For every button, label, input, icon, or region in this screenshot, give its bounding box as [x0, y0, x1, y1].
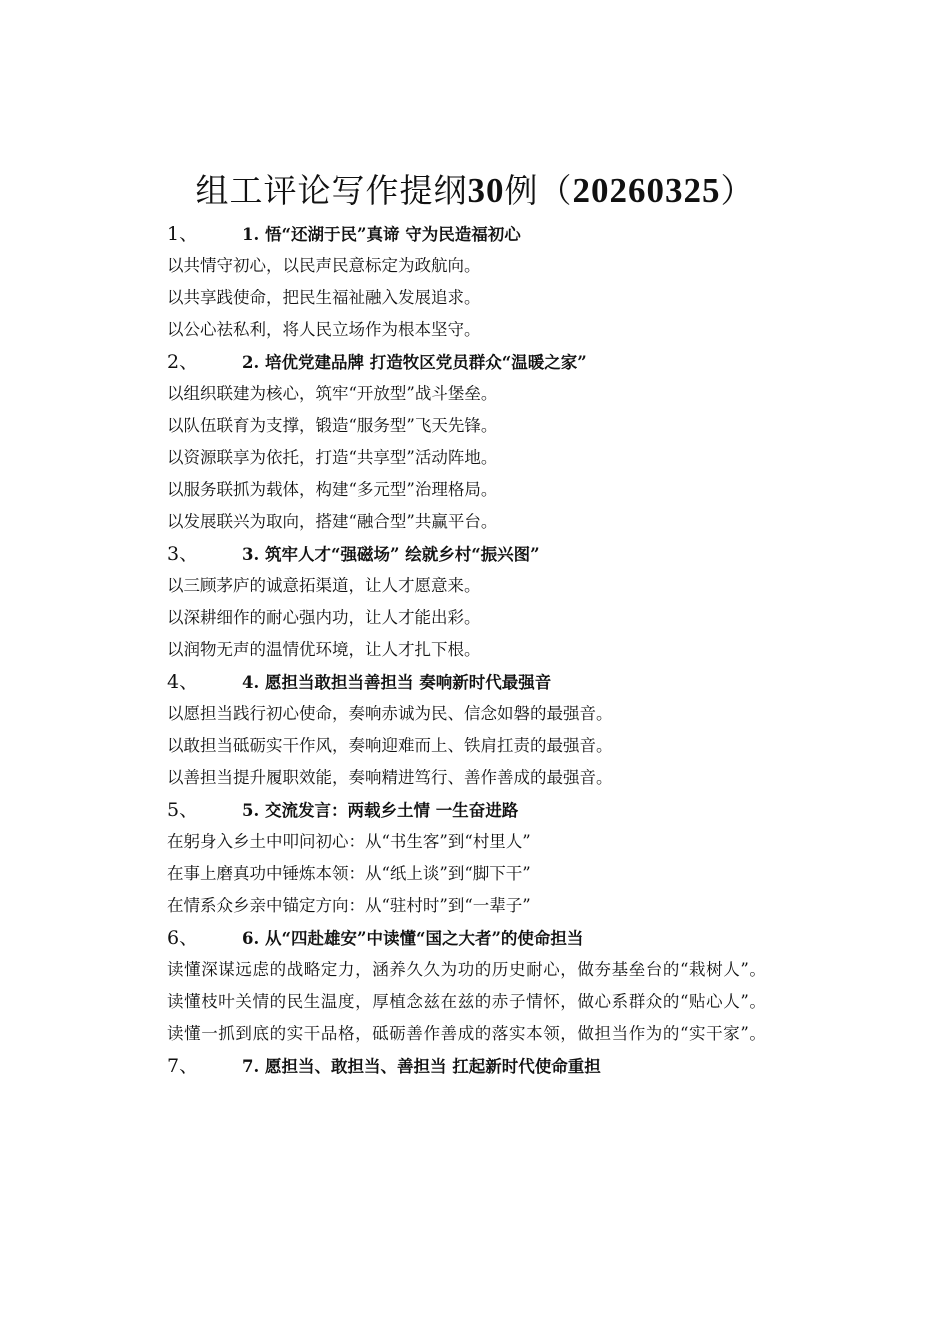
- outline-line: 在事上磨真功中锤炼本领：从“纸上谈”到“脚下干”: [167, 864, 531, 883]
- outline-line: 以三顾茅庐的诚意拓渠道，让人才愿意来。: [167, 576, 481, 595]
- outline-paragraph: 读懂一抓到底的实干品格，砥砺善作善成的落实本领，做担当作为的“实干家”。: [167, 1024, 767, 1043]
- outline-content: [127, 218, 832, 1082]
- outline-line: 以愿担当践行初心使命，奏响赤诚为民、信念如磐的最强音。: [167, 704, 613, 723]
- outline-line: 以善担当提升履职效能，奏响精进笃行、善作善成的最强音。: [167, 768, 613, 787]
- section-heading: [127, 346, 832, 378]
- outline-line: 以队伍联育为支撑，锻造“服务型”飞天先锋。: [167, 416, 498, 435]
- section-heading: [127, 666, 832, 698]
- section-heading-text: 6. 从“四赴雄安”中读懂“国之大者”的使命担当: [242, 929, 584, 948]
- section-index: 4、: [167, 671, 199, 693]
- section-heading-text: 3. 筑牢人才“强磁场” 绘就乡村“振兴图”: [242, 545, 540, 564]
- section-heading: [127, 922, 832, 954]
- outline-line: 在躬身入乡土中叩问初心：从“书生客”到“村里人”: [167, 832, 531, 851]
- outline-line: 以润物无声的温情优环境，让人才扎下根。: [167, 640, 481, 659]
- section-heading: [127, 218, 832, 250]
- outline-line: 以公心祛私利，将人民立场作为根本坚守。: [167, 320, 481, 339]
- title-tail: 例（: [504, 171, 573, 210]
- section-heading-text: 4. 愿担当敢担当善担当 奏响新时代最强音: [242, 673, 552, 692]
- section-index: 1、: [167, 223, 199, 245]
- title-number: 30: [467, 171, 505, 210]
- section-heading: [127, 794, 832, 826]
- outline-line: 以组织联建为核心，筑牢“开放型”战斗堡垒。: [167, 384, 498, 403]
- section-index: 2、: [167, 351, 199, 373]
- section-heading-text: 7. 愿担当、敢担当、善担当 扛起新时代使命重担: [242, 1057, 601, 1076]
- outline-line: 以敢担当砥砺实干作风，奏响迎难而上、铁肩扛责的最强音。: [167, 736, 613, 755]
- section-heading-text: 5. 交流发言：两载乡土情 一生奋进路: [242, 801, 519, 820]
- section-heading-text: 2. 培优党建品牌 打造牧区党员群众“温暖之家”: [242, 353, 587, 372]
- section-index: 3、: [167, 543, 199, 565]
- title-text: 组工评论写作提纲: [195, 171, 468, 210]
- document-title: [0, 170, 950, 212]
- outline-line: 在情系众乡亲中锚定方向：从“驻村时”到“一辈子”: [167, 896, 531, 915]
- outline-line: 以服务联抓为载体，构建“多元型”治理格局。: [167, 480, 498, 499]
- section-index: 6、: [167, 927, 199, 949]
- outline-line: 以共享践使命，把民生福祉融入发展追求。: [167, 288, 481, 307]
- outline-paragraph: 读懂深谋远虑的战略定力，涵养久久为功的历史耐心，做夯基垒台的“栽树人”。: [167, 960, 767, 979]
- section-heading: [127, 1050, 832, 1082]
- section-index: 5、: [167, 799, 199, 821]
- outline-paragraph: 读懂枝叶关情的民生温度，厚植念兹在兹的赤子情怀，做心系群众的“贴心人”。: [167, 992, 767, 1011]
- section-heading: [127, 538, 832, 570]
- title-date: 20260325: [572, 171, 721, 210]
- outline-line: 以发展联兴为取向，搭建“融合型”共赢平台。: [167, 512, 498, 531]
- section-index: 7、: [167, 1055, 199, 1077]
- title-close: ）: [720, 171, 755, 210]
- outline-line: 以资源联享为依托，打造“共享型”活动阵地。: [167, 448, 498, 467]
- outline-line: 以深耕细作的耐心强内功，让人才能出彩。: [167, 608, 481, 627]
- section-heading-text: 1. 悟“还湖于民”真谛 守为民造福初心: [242, 225, 521, 244]
- outline-line: 以共情守初心，以民声民意标定为政航向。: [167, 256, 481, 275]
